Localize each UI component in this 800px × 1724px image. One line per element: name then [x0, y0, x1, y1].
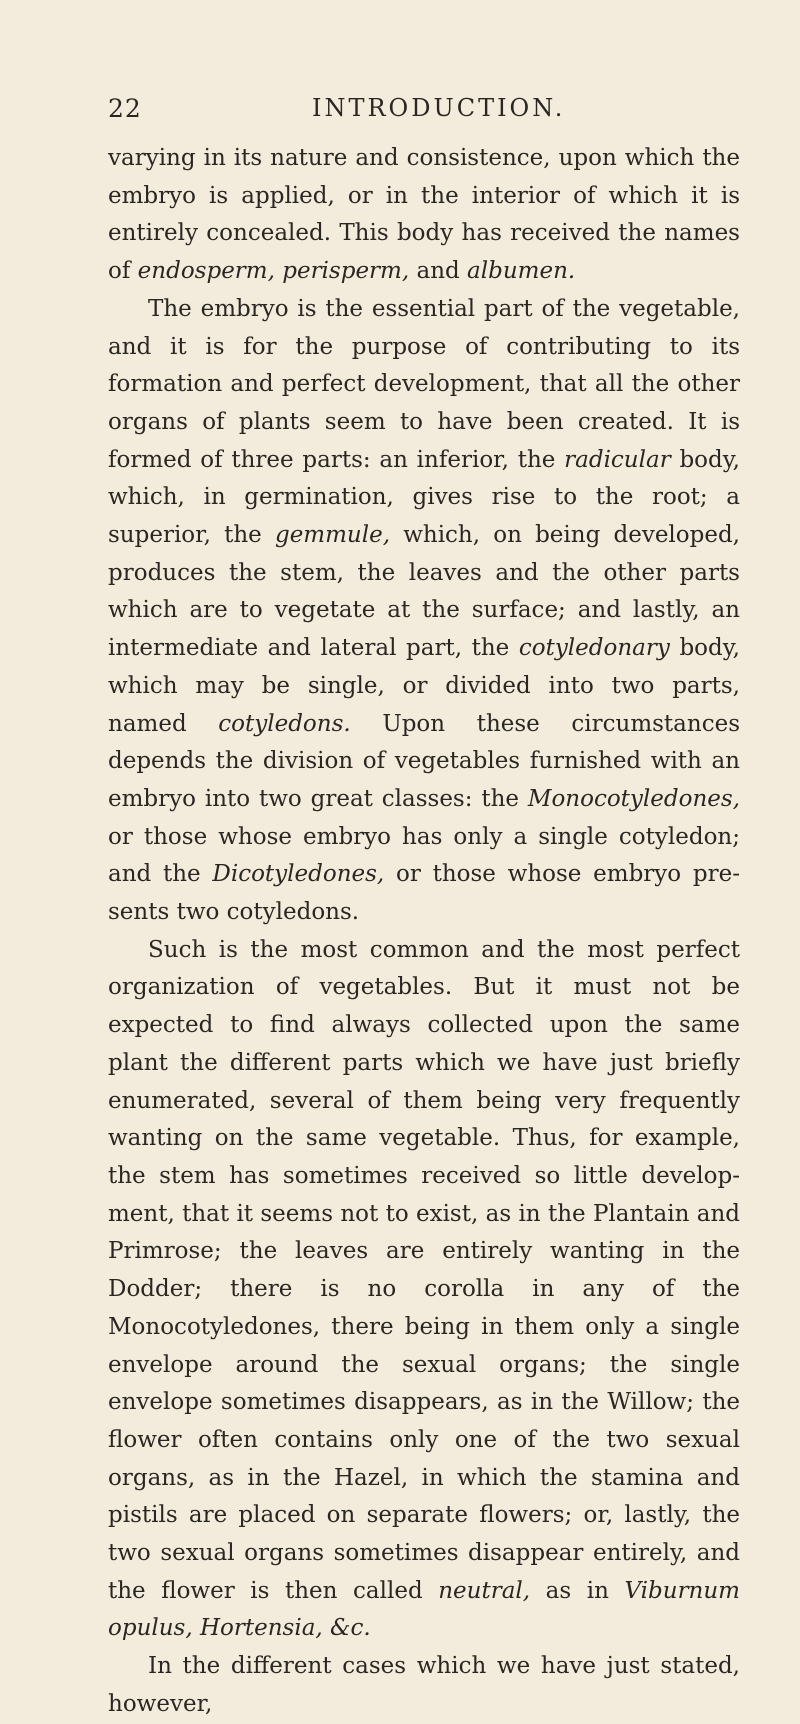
text-run: varying in its nature and consistence, upon which the embryo is applied, or in the interior of which it is entirely concealed. This body has received the names of [108, 145, 740, 285]
text-run: which, on being developed, produces the stem, the leaves and the other parts which are to vegetate at the surface; and lastly, an intermediate and lateral part, the [108, 522, 740, 662]
text-run: or those whose embryo presents two cotyledons. [108, 861, 740, 926]
italic-term: Dicotyledones, [212, 861, 385, 888]
body-text [108, 140, 740, 1724]
italic-term: albumen. [467, 258, 576, 285]
italic-term: cotyledonary [518, 635, 670, 662]
paragraph-1 [108, 140, 740, 291]
running-title: INTRODUCTION. [312, 94, 566, 122]
text-run: body, which may be single, or divided into two parts, named [108, 635, 740, 737]
text-run: In the different cases which we have just stated, however, [108, 1653, 740, 1717]
text-run: The embryo is the essential part of the vegetable, and it is for the purpose of contributing to its formation and perfect development, that all the other organs of plants seem to have been created. It is formed of three parts: an inferior, the [108, 295, 740, 473]
italic-term: neutral, [438, 1577, 531, 1604]
page-number: 22 [108, 94, 142, 123]
text-run: Upon these circumstances depends the division of vegetables furnished with an embryo into two great classes: the [108, 710, 740, 812]
italic-term: endosperm, perisperm, [137, 258, 410, 285]
running-head [0, 94, 800, 130]
italic-term: Viburnum opulus, Hortensia, &c. [108, 1577, 740, 1642]
italic-term: radicular [564, 446, 671, 473]
italic-term: Monocotyledones, [527, 785, 740, 812]
italic-term: gemmule, [274, 522, 391, 549]
text-run: or those whose embryo has only a single cotyledon; and the [108, 823, 740, 888]
text-run: Such is the most common and the most perfect organization of vegetables. But it must not be expected to find always collected upon the same plant the different parts which we have just briefly enumerated, several of them being very frequently wanting on the same vegetable. Thus, for example, the stem has sometimes received so little development, that it seems not to exist, as in the Plantain and Primrose; the leaves are entirely wanting in the Dodder; there is no corolla in any of the Monocotyledones, there being in them only a single envelope around the sexual organs; the single envelope sometimes disappears, as in the Willow; the flower often contains only one of the two sexual organs, as in the Hazel, in which the stamina and pistils are placed on separate flowers; or, lastly, the two sexual organs sometimes disappear entirely, and the flower is then called [108, 936, 740, 1604]
paragraph-3 [108, 932, 740, 1648]
text-run: and [409, 258, 468, 285]
italic-term: cotyledons. [218, 710, 351, 737]
paragraph-4 [108, 1648, 740, 1723]
text-run: as in [530, 1577, 625, 1604]
paragraph-2 [108, 291, 740, 932]
text-run: body, which, in germination, gives rise to the root; a superior, the [108, 446, 740, 549]
